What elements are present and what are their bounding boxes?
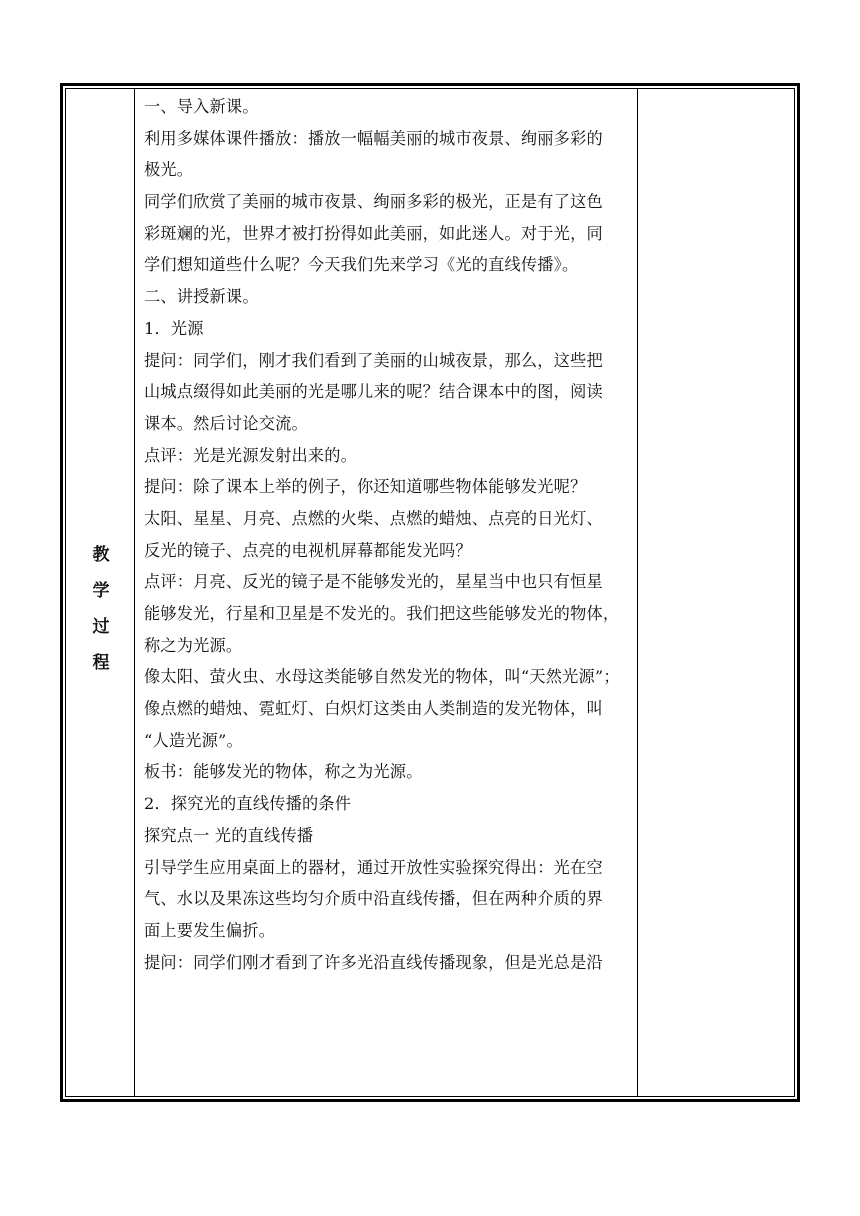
section-label-char: 程 [92, 653, 110, 673]
section-label-char: 学 [92, 581, 110, 601]
text-line: 像太阳、萤火虫、水母这类能够自然发光的物体，叫“天然光源”； [144, 667, 620, 687]
text-line: 反光的镜子、点亮的电视机屏幕都能发光吗？ [144, 540, 472, 560]
text-line: 课本。然后讨论交流。 [144, 413, 308, 433]
text-line: 同学们欣赏了美丽的城市夜景、绚丽多彩的极光，正是有了这色 [144, 192, 603, 212]
section-label-column [66, 89, 136, 1096]
text-line: 像点燃的蜡烛、霓虹灯、白炽灯这类由人类制造的发光物体，叫 [144, 699, 603, 719]
text-line: 2．探究光的直线传播的条件 [144, 794, 352, 814]
lesson-content [144, 91, 636, 978]
text-line: 一、导入新课。 [144, 97, 259, 116]
table-inner-border [65, 88, 795, 1097]
text-line: 太阳、星星、月亮、点燃的火柴、点燃的蜡烛、点亮的日光灯、 [144, 508, 603, 528]
text-line: 山城点缀得如此美丽的光是哪儿来的呢？结合课本中的图，阅读 [144, 382, 603, 402]
section-label-char: 过 [92, 617, 110, 637]
text-line: 二、讲授新课。 [144, 287, 259, 307]
text-line: 称之为光源。 [144, 635, 243, 655]
text-line: “人造光源”。 [144, 730, 243, 750]
text-line: 引导学生应用桌面上的器材，通过开放性实验探究得出：光在空 [144, 857, 603, 877]
text-line: 提问：同学们刚才看到了许多光沿直线传播现象，但是光总是沿 [144, 952, 603, 972]
text-line: 提问：同学们，刚才我们看到了美丽的山城夜景，那么，这些把 [144, 350, 603, 370]
text-line: 极光。 [144, 160, 194, 180]
text-line: 板书：能够发光的物体，称之为光源。 [144, 762, 423, 782]
text-line: 学们想知道些什么呢？今天我们先来学习《光的直线传播》。 [144, 255, 579, 275]
section-label-char: 教 [92, 545, 110, 565]
text-line: 提问：除了课本上举的例子，你还知道哪些物体能够发光呢？ [144, 477, 587, 497]
text-line: 点评：月亮、反光的镜子是不能够发光的，星星当中也只有恒星 [144, 572, 603, 592]
text-line: 彩斑斓的光，世界才被打扮得如此美丽，如此迷人。对于光，同 [144, 223, 603, 243]
lesson-table [60, 83, 800, 1102]
text-line: 1．光源 [144, 318, 204, 338]
text-line: 能够发光，行星和卫星是不发光的。我们把这些能够发光的物体， [144, 604, 620, 623]
text-line: 面上要发生偏折。 [144, 920, 276, 940]
text-line: 探究点一 光的直线传播 [144, 825, 314, 845]
text-line: 气、水以及果冻这些均匀介质中沿直线传播，但在两种介质的界 [144, 889, 603, 909]
column-divider-right [637, 89, 638, 1096]
text-line: 利用多媒体课件播放：播放一幅幅美丽的城市夜景、绚丽多彩的 [144, 128, 603, 148]
text-line: 点评：光是光源发射出来的。 [144, 445, 358, 465]
